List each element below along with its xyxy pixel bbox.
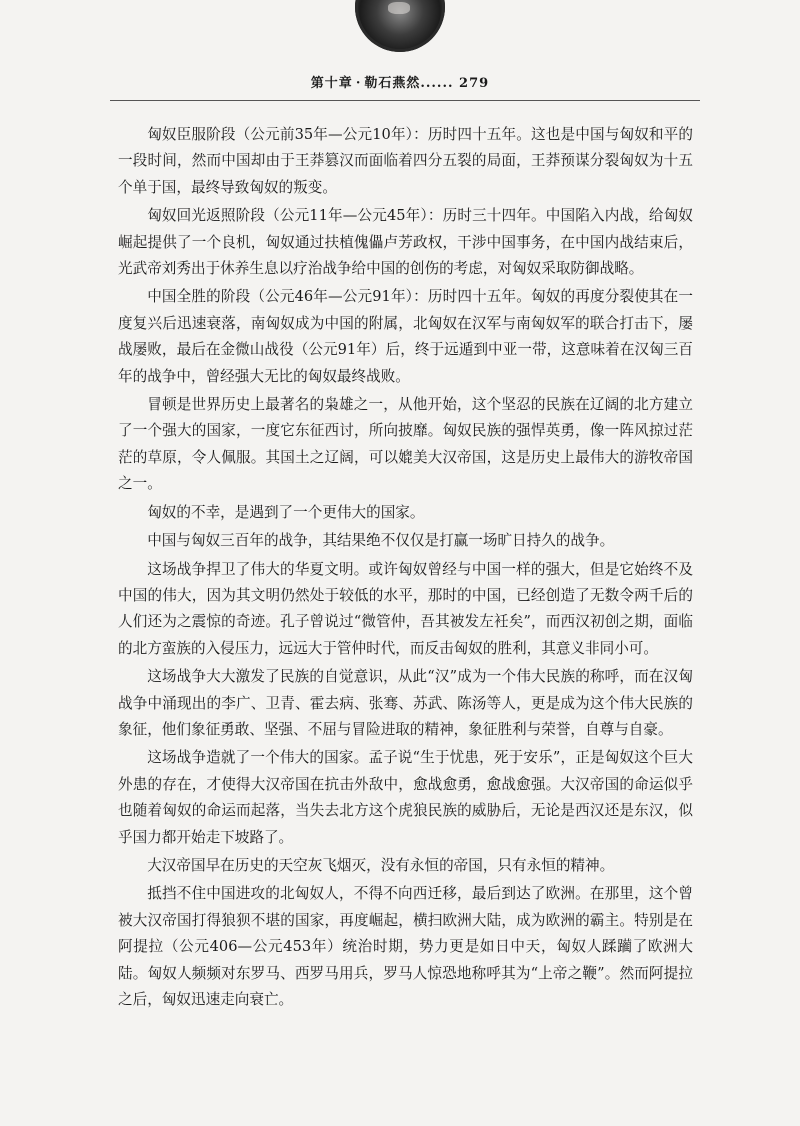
paragraph: 匈奴回光返照阶段（公元11年—公元45年）：历时三十四年。中国陷入内战，给匈奴崛起提供了一个良机，匈奴通过扶植傀儡卢芳政权，干涉中国事务，在中国内战结束后，光武帝刘秀出于休养生息以疗治战争给中国的创伤的考虑，对匈奴采取防御战略。 bbox=[118, 207, 693, 278]
chapter-title: 勒石燕然 bbox=[364, 76, 421, 91]
page-number: 279 bbox=[459, 76, 490, 91]
chapter-number: 第十章 bbox=[310, 76, 353, 91]
paragraph: 抵挡不住中国进攻的北匈奴人，不得不向西迁移，最后到达了欧洲。在那里，这个曾被大汉帝国打得狼狈不堪的国家，再度崛起，横扫欧洲大陆，成为欧洲的霸主。特别是在阿提拉（公元406—公元453年）统治时期，势力更是如日中天，匈奴人蹂躏了欧洲大陆。匈奴人频频对东罗马、西罗马用兵，罗马人惊恐地称呼其为“上帝之鞭”。然而阿提拉之后，匈奴迅速走向衰亡。 bbox=[118, 885, 693, 1008]
paragraph: 中国全胜的阶段（公元46年—公元91年）：历时四十五年。匈奴的再度分裂使其在一度复兴后迅速衰落，南匈奴成为中国的附属，北匈奴在汉军与南匈奴军的联合打击下，屡战屡败，最后在金微山战役（公元91年）后，终于远遁到中亚一带，这意味着在汉匈三百年的战争中，曾经强大无比的匈奴最终战败。 bbox=[118, 288, 693, 385]
paragraph: 大汉帝国早在历史的天空灰飞烟灭，没有永恒的帝国，只有永恒的精神。 bbox=[147, 856, 615, 874]
paragraph: 匈奴的不幸，是遇到了一个更伟大的国家。 bbox=[147, 503, 425, 521]
body-text bbox=[118, 122, 693, 1015]
paragraph: 冒顿是世界历史上最著名的枭雄之一，从他开始，这个坚忍的民族在辽阔的北方建立了一个强大的国家，一度它东征西讨，所向披靡。匈奴民族的强悍英勇，像一阵风掠过茫茫的草原，令人佩服。其国土之辽阔，可以媲美大汉帝国，这是历史上最伟大的游牧帝国之一。 bbox=[118, 396, 693, 493]
running-header bbox=[0, 72, 800, 91]
paragraph: 匈奴臣服阶段（公元前35年—公元10年）：历时四十五年。这也是中国与匈奴和平的一段时间，然而中国却由于王莽篡汉而面临着四分五裂的局面，王莽预谋分裂匈奴为十五个单于国，最终导致匈奴的叛变。 bbox=[118, 126, 693, 196]
paragraph: 这场战争捍卫了伟大的华夏文明。或许匈奴曾经与中国一样的强大，但是它始终不及中国的伟大，因为其文明仍然处于较低的水平，那时的中国，已经创造了无数令两千后的人们还为之震惊的奇迹。孔子曾说过“微管仲，吾其被发左衽矣”，而西汉初创之期，面临的北方蛮族的入侵压力，远远大于管仲时代，而反击匈奴的胜利，其意义非同小可。 bbox=[118, 560, 693, 657]
header-rule bbox=[110, 100, 700, 101]
paragraph: 中国与匈奴三百年的战争，其结果绝不仅仅是打赢一场旷日持久的战争。 bbox=[147, 532, 615, 550]
chapter-emblem-image bbox=[355, 0, 445, 52]
paragraph: 这场战争造就了一个伟大的国家。孟子说“生于忧患，死于安乐”，正是匈奴这个巨大外患的存在，才使得大汉帝国在抗击外敌中，愈战愈勇，愈战愈强。大汉帝国的命运似乎也随着匈奴的命运而起落，当失去北方这个虎狼民族的威胁后，无论是西汉还是东汉，似乎国力都开始走下坡路了。 bbox=[118, 749, 693, 846]
header-dots: ...... bbox=[420, 76, 454, 91]
header-separator: · bbox=[355, 76, 362, 91]
paragraph: 这场战争大大激发了民族的自觉意识，从此“汉”成为一个伟大民族的称呼，而在汉匈战争中涌现出的李广、卫青、霍去病、张骞、苏武、陈汤等人，更是成为这个伟大民族的象征，他们象征勇敢、坚强、不屈与冒险进取的精神，象征胜利与荣誉，自尊与自豪。 bbox=[118, 668, 693, 738]
